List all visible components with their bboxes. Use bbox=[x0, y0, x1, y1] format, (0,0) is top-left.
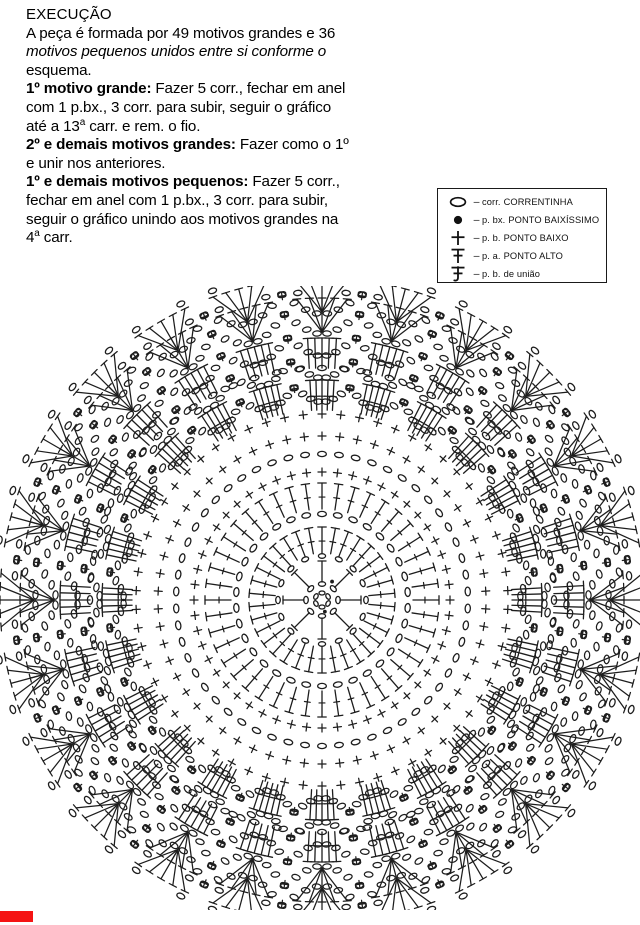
legend-stitch-name: CORRENTINHA bbox=[503, 197, 573, 207]
block-2-label: 2º e demais motivos grandes: bbox=[26, 136, 236, 154]
legend-abbr: p. bx. bbox=[482, 215, 506, 225]
block-2-line-1 bbox=[26, 136, 416, 155]
single-crochet-cross-icon bbox=[445, 229, 471, 247]
instructions-heading: EXECUÇÃO bbox=[26, 6, 112, 23]
legend-stitch-name: PONTO BAIXO bbox=[503, 233, 569, 243]
legend-dash: – bbox=[473, 250, 480, 262]
slip-stitch-dot-icon bbox=[445, 211, 471, 229]
intro-line-1: A peça é formada por 49 motivos grandes e 36 bbox=[26, 24, 336, 42]
legend-dash: – bbox=[473, 232, 480, 244]
instructions-block bbox=[26, 6, 416, 248]
legend-box bbox=[437, 188, 607, 283]
block-1-label: 1º motivo grande: bbox=[26, 80, 152, 98]
joining-stitch-jay-icon bbox=[445, 265, 471, 283]
chain-oval-icon bbox=[445, 193, 471, 211]
block-1-text-3b: carr. e rem. o fio. bbox=[85, 117, 201, 135]
legend-stitch-name: PONTO ALTO bbox=[503, 251, 563, 261]
block-3-line-1 bbox=[26, 173, 416, 192]
intro-line-2: motivos pequenos unidos entre si conforme o bbox=[26, 43, 327, 61]
legend-abbr: p. a. bbox=[482, 251, 501, 261]
legend-row-double-crochet-tee bbox=[438, 247, 606, 265]
block-1-line-2: com 1 p.bx., 3 corr. para subir, seguir o gráfico bbox=[26, 98, 331, 116]
block-3-label: 1º e demais motivos pequenos: bbox=[26, 173, 249, 191]
block-3-line-3: seguir o gráfico unindo aos motivos grandes na bbox=[26, 210, 339, 228]
legend-stitch-name: PONTO BAIXÍSSIMO bbox=[508, 215, 600, 225]
block-1-line-1 bbox=[26, 80, 416, 99]
block-3-line-2: fechar em anel com 1 p.bx., 3 corr. para subir, bbox=[26, 191, 328, 209]
legend-dash: – bbox=[473, 196, 480, 208]
double-crochet-tee-icon bbox=[445, 247, 471, 265]
legend-label bbox=[482, 251, 563, 261]
registration-bar bbox=[0, 911, 33, 922]
block-3-text-1: Fazer 5 corr., bbox=[248, 173, 340, 191]
legend-row-slip-stitch-dot bbox=[438, 211, 606, 229]
legend-abbr: p. b. bbox=[482, 269, 501, 279]
crochet-chart-container bbox=[0, 286, 640, 910]
legend-dash: – bbox=[473, 268, 480, 280]
legend-label bbox=[482, 269, 540, 279]
legend-row-chain-oval bbox=[438, 193, 606, 211]
legend-label bbox=[482, 197, 573, 207]
block-2-text-1: Fazer como o 1º bbox=[235, 136, 349, 154]
block-1-text-1: Fazer 5 corr., fechar em anel bbox=[151, 80, 346, 98]
block-3-line-4 bbox=[26, 229, 416, 248]
block-2-line-2: e unir nos anteriores. bbox=[26, 154, 166, 172]
block-3-text-4b: carr. bbox=[39, 229, 73, 247]
legend-dash: – bbox=[473, 214, 480, 226]
legend-row-joining-stitch-jay bbox=[438, 265, 606, 283]
legend-row-single-crochet-cross bbox=[438, 229, 606, 247]
legend-stitch-name: de união bbox=[503, 269, 541, 279]
block-3-text-4a: 4 bbox=[26, 229, 35, 247]
legend-label bbox=[482, 215, 599, 225]
legend-label bbox=[482, 233, 569, 243]
crochet-chart-svg bbox=[0, 286, 640, 910]
block-3-ordinal-sup: a bbox=[34, 228, 40, 240]
legend-abbr: corr. bbox=[482, 197, 501, 207]
block-1-text-3a: até a 13 bbox=[26, 117, 80, 135]
legend-abbr: p. b. bbox=[482, 233, 501, 243]
intro-line-3: esquema. bbox=[26, 61, 92, 79]
block-1-line-3 bbox=[26, 118, 416, 137]
chart-ink bbox=[0, 286, 640, 910]
block-1-ordinal-sup: a bbox=[79, 116, 86, 128]
